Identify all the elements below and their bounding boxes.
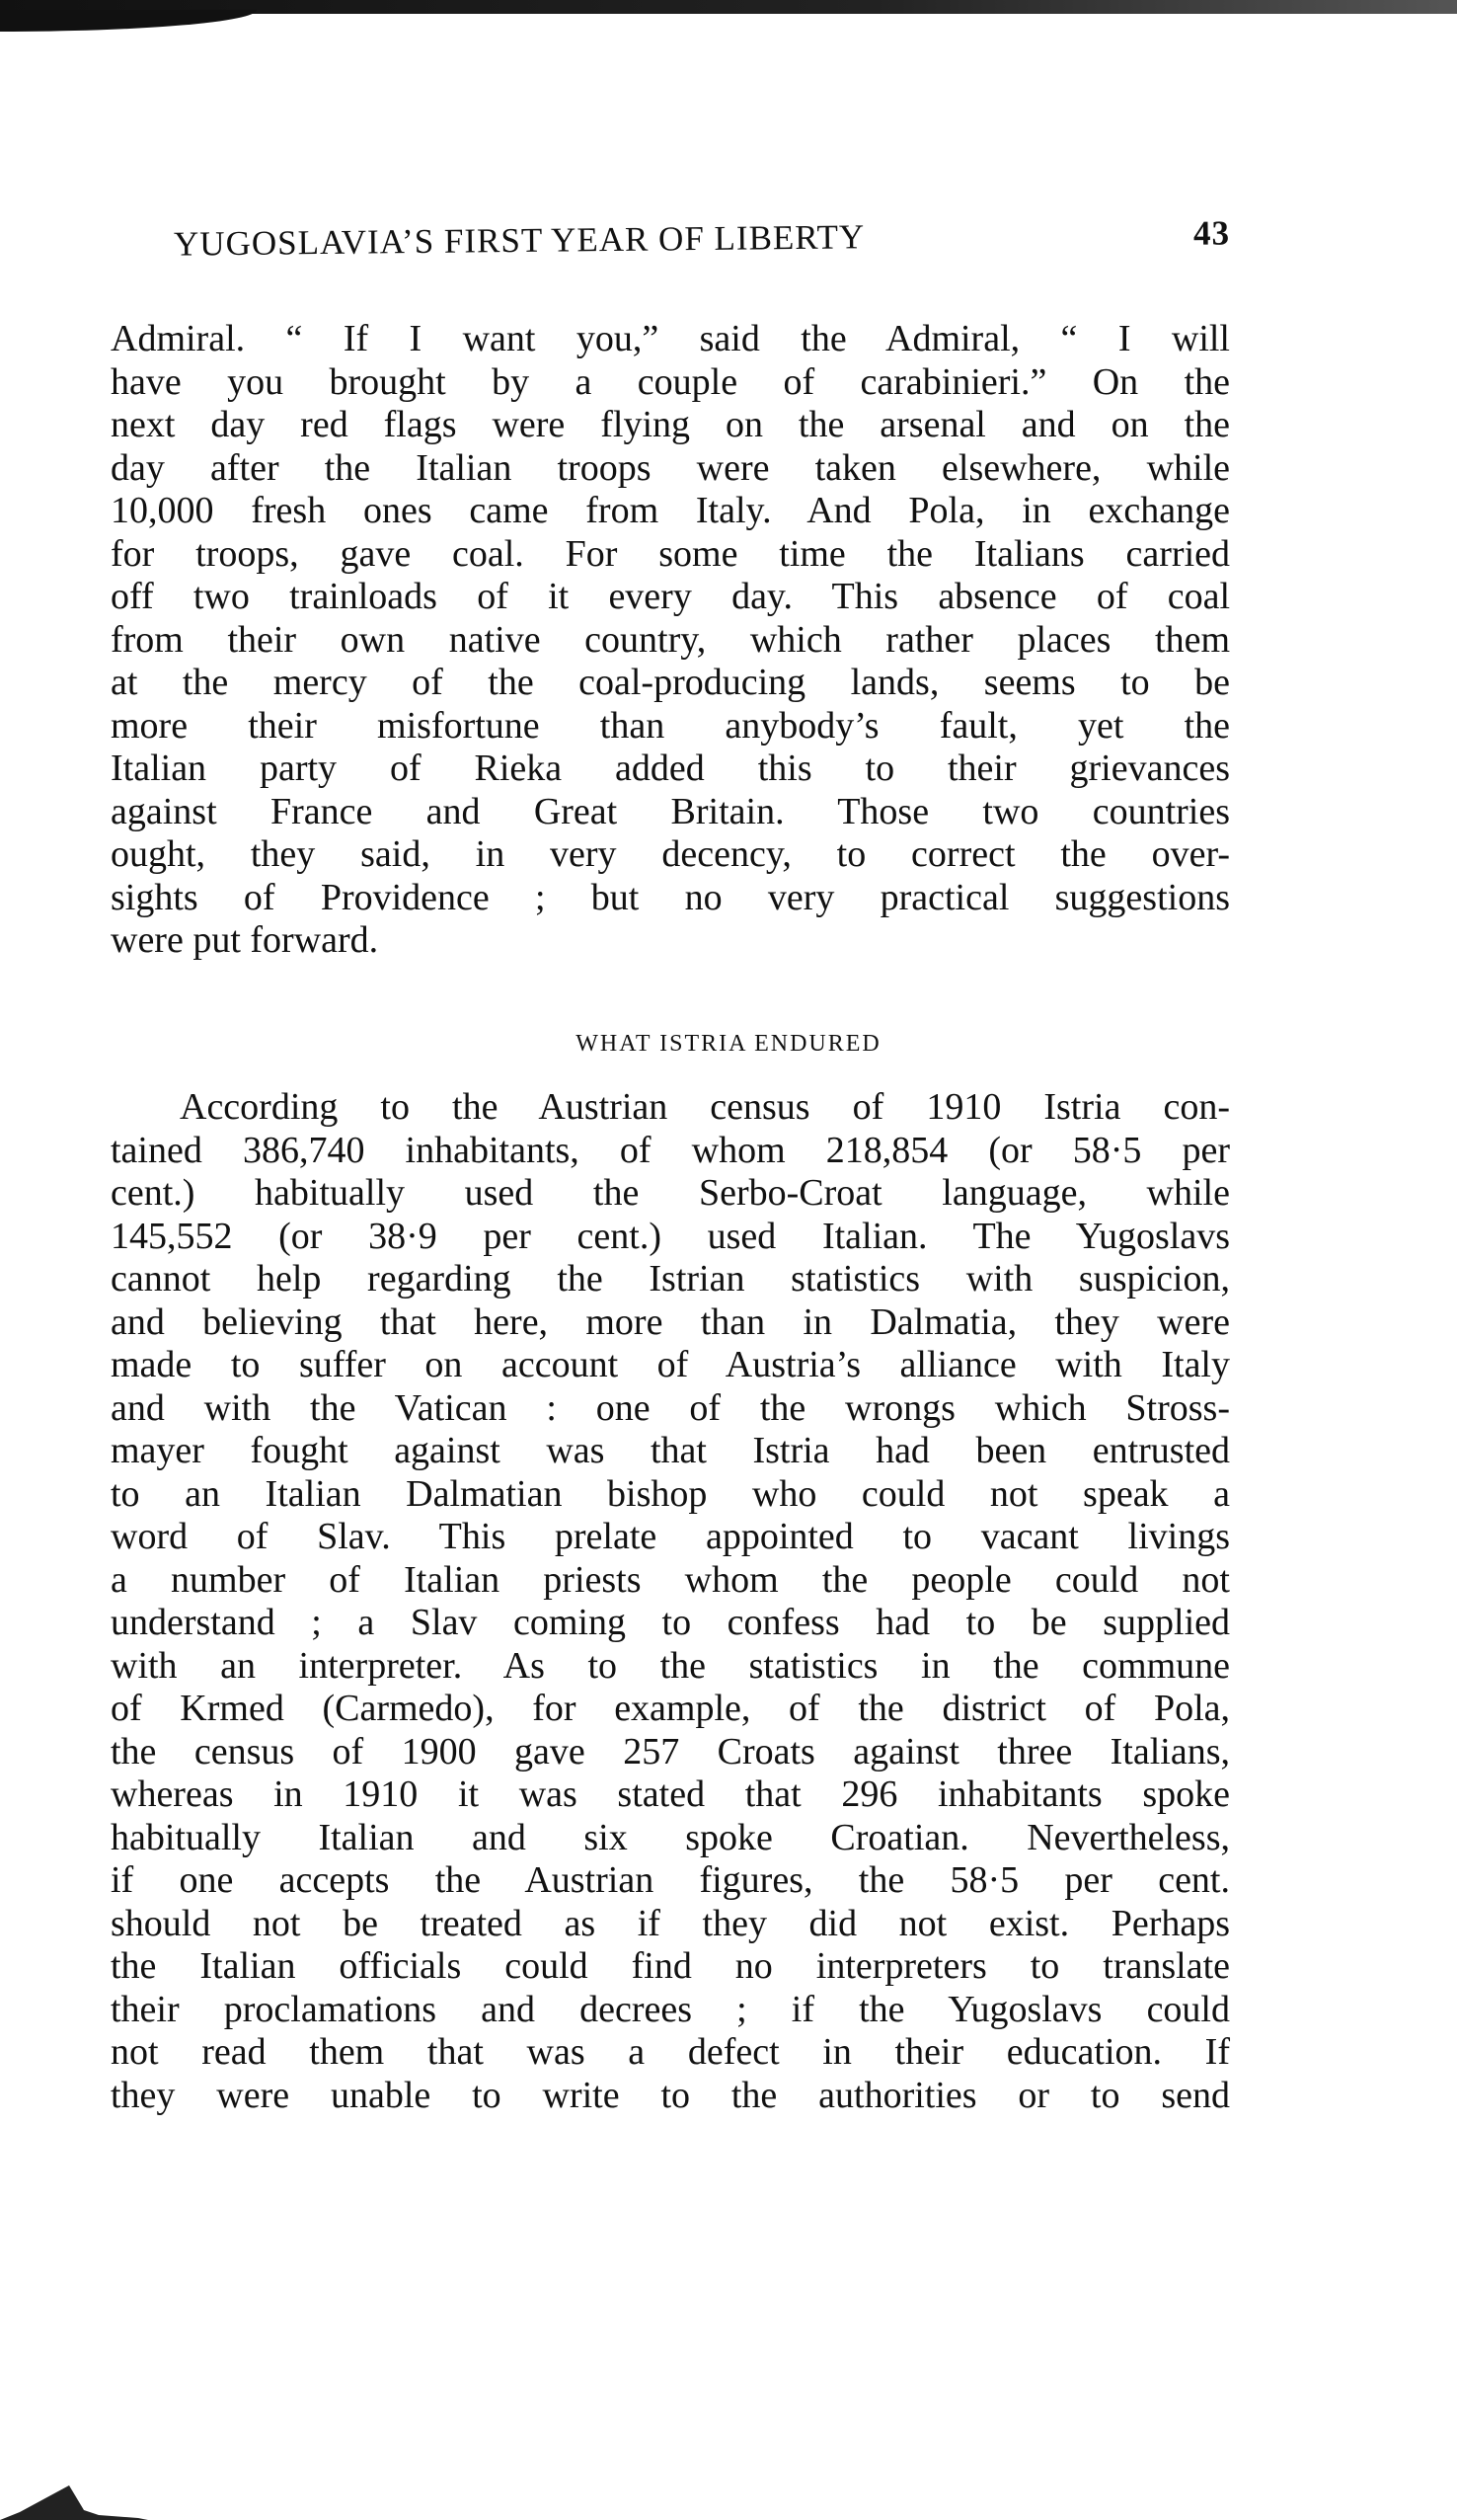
text-line: against France and Great Britain. Those two countries [111, 790, 1230, 832]
text-line: According to the Austrian census of 1910 Istria con- [180, 1086, 1230, 1128]
text-line: the census of 1900 gave 257 Croats against three Italians, [111, 1730, 1230, 1772]
text-line: next day red flags were flying on the arsenal and on the [111, 404, 1230, 445]
text-line: to an Italian Dalmatian bishop who could not speak a [111, 1472, 1230, 1515]
scan-artifact [0, 2481, 148, 2520]
text-line: more their misfortune than anybody’s fault, yet the [111, 704, 1230, 747]
text-line: whereas in 1910 it was stated that 296 inhabitants spoke [111, 1773, 1230, 1815]
text-line: at the mercy of the coal-producing lands, seems to be [111, 662, 1230, 703]
text-line: and with the Vatican : one of the wrongs which Stross- [111, 1386, 1230, 1429]
text-line: of Krmed (Carmedo), for example, of the district of Pola, [111, 1688, 1230, 1729]
section-heading: WHAT ISTRIA ENDURED [575, 1031, 882, 1057]
page-number: 43 [1192, 213, 1231, 253]
text-line: habitually Italian and six spoke Croatian. Nevertheless, [111, 1816, 1230, 1858]
text-line: were put forward. [111, 919, 379, 961]
text-line: 10,000 fresh ones came from Italy. And Pola, in exchange [111, 490, 1230, 531]
text-line: 145,552 (or 38·9 per cent.) used Italian. The Yugoslavs [111, 1215, 1230, 1257]
text-line: understand ; a Slav coming to confess had to be supplied [111, 1602, 1230, 1643]
running-head [174, 213, 1230, 264]
text-line: cannot help regarding the Istrian statistics with suspicion, [111, 1258, 1230, 1299]
text-line: day after the Italian troops were taken elsewhere, while [111, 446, 1230, 489]
text-line: not read them that was a defect in their education. If [111, 2031, 1230, 2073]
text-line: from their own native country, which rather places them [111, 618, 1230, 661]
text-line: Italian party of Rieka added this to their grievances [111, 748, 1230, 789]
paragraph-1 [111, 318, 1230, 963]
text-line: for troops, gave coal. For some time the Italians carried [111, 532, 1230, 575]
text-line: Admiral. “ If I want you,” said the Admiral, “ I will [111, 318, 1230, 359]
scan-edge-shadow [0, 10, 257, 32]
text-line: off two trainloads of it every day. This absence of coal [111, 576, 1230, 617]
text-line: if one accepts the Austrian figures, the 58·5 per cent. [111, 1859, 1230, 1901]
text-line: mayer fought against was that Istria had been entrusted [111, 1430, 1230, 1471]
running-head-title: YUGOSLAVIA’S FIRST YEAR OF LIBERTY [173, 217, 866, 264]
paragraph-2 [111, 1086, 1230, 2117]
text-line: and believing that here, more than in Dalmatia, they were [111, 1300, 1230, 1343]
text-line: cent.) habitually used the Serbo-Croat language, while [111, 1172, 1230, 1214]
text-line: with an interpreter. As to the statistics in the commune [111, 1644, 1230, 1687]
text-line: a number of Italian priests whom the people could not [111, 1558, 1230, 1601]
text-line: the Italian officials could find no interpreters to translate [111, 1945, 1230, 1987]
text-line: have you brought by a couple of carabinieri.” On the [111, 360, 1230, 403]
text-line: ought, they said, in very decency, to correct the over- [111, 833, 1230, 875]
text-line: their proclamations and decrees ; if the Yugoslavs could [111, 1988, 1230, 2030]
text-line: made to suffer on account of Austria’s alliance with Italy [111, 1344, 1230, 1385]
text-line: tained 386,740 inhabitants, of whom 218,854 (or 58·5 per [111, 1129, 1230, 1171]
text-line: word of Slav. This prelate appointed to vacant livings [111, 1516, 1230, 1557]
text-line: sights of Providence ; but no very practical suggestions [111, 876, 1230, 918]
text-line: they were unable to write to the authorities or to send [111, 2074, 1230, 2116]
text-line: should not be treated as if they did not exist. Perhaps [111, 1902, 1230, 1944]
